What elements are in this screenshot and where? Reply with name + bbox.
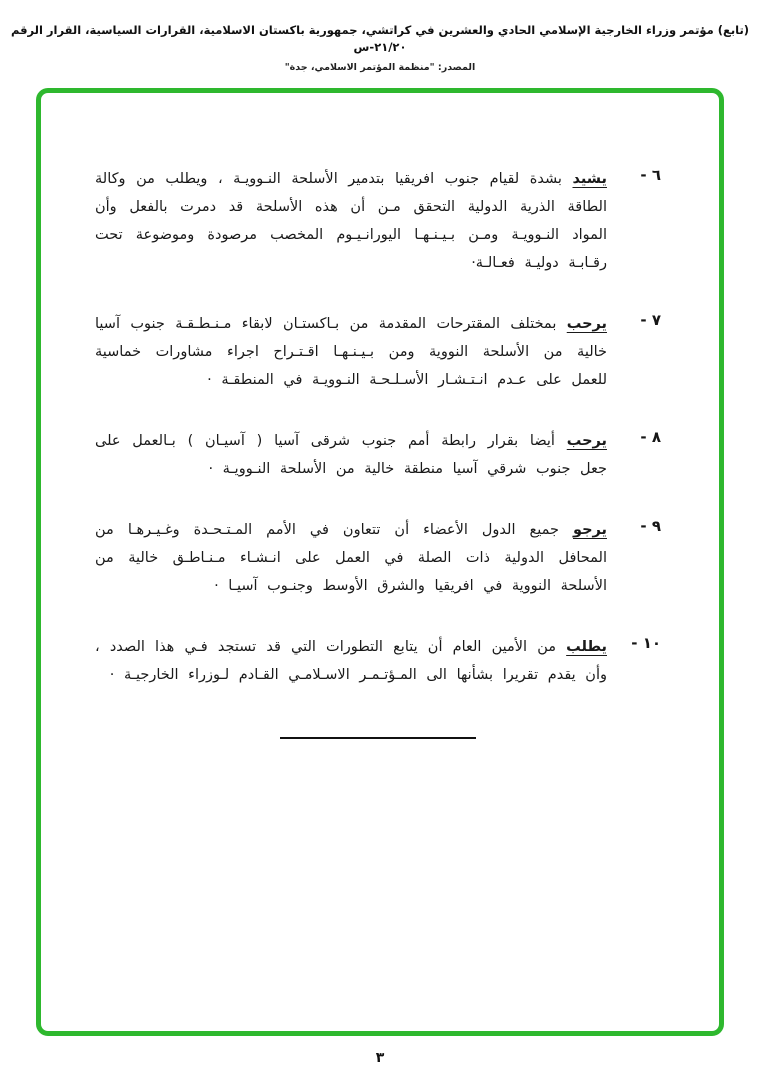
paragraph-text xyxy=(95,427,607,483)
paragraph-body-text: بمختلف المقترحات المقدمة من بـاكستـان لابقاء مـنـطـقـة جنوب آسيا خالية من الأسلحة النووية ومن بـيـنـهـا اقـتـراح اجراء مشاورات خماسية للعمل على عـدم انـتـشـار الأسـلـحـة النـوويـة في المنطقـة · xyxy=(95,316,607,388)
header-source-line: المصدر: "منظمة المؤتمر الاسلامي، جدة" xyxy=(284,61,476,73)
paragraph-body-text: من الأمين العام أن يتابع التطورات التي قد تستجد فـي هذا الصدد ، وأن يقدم تقريرا بشأنها الى المـؤتـمـر الاسـلامـي القـادم لـوزراء الخارجيـة · xyxy=(95,639,607,683)
end-of-text-divider xyxy=(280,737,476,739)
page-number: ٣ xyxy=(375,1050,385,1066)
paragraph-body-text: أيضا بقرار رابطة أمم جنوب شرقى آسيا ( آسيـان ) بـالعمل على جعل جنوب شرقي آسيا منطقة خالية من الأسلحة النـوويـة · xyxy=(95,433,607,477)
paragraph-lead-word: يرحب xyxy=(566,433,607,449)
paragraph-body-text: بشدة لقيام جنوب افريقيا بتدمير الأسلحة النـوويـة ، ويطلب من وكالة الطاقة الذرية الدولية التحقق مـن أن هذه الأسلحة قد دمرت بالفعل وأن المواد النـوويـة ومـن بـيـنـهـا اليورانـيـوم المخصب مرصودة وموضوعة تحت رقـابـة دوليـة فعـالـة· xyxy=(95,171,607,271)
paragraph-number: ٧ - xyxy=(640,311,661,329)
header-title-line: (تابع) مؤتمر وزراء الخارجية الإسلامي الحادي والعشرين في كراتشي، جمهورية باكستان الاسلامية، القرارات السياسية، القرار الرقم ٢١/٢٠-س xyxy=(10,23,750,55)
page-footer xyxy=(0,1050,760,1066)
resolution-paragraph-8 xyxy=(95,427,661,483)
paragraph-text xyxy=(95,165,607,277)
resolution-paragraph-7 xyxy=(95,310,661,394)
paragraph-lead-word: يرحب xyxy=(566,316,607,332)
resolution-paragraph-10 xyxy=(95,633,661,689)
resolution-paragraph-9 xyxy=(95,516,661,600)
paragraph-number: ١٠ - xyxy=(631,634,661,652)
resolution-paragraph-6 xyxy=(95,165,661,277)
green-border-frame xyxy=(36,88,724,1036)
paragraph-body-text: جميع الدول الأعضاء أن تتعاون في الأمم المـتـحـدة وغـيـرهـا من المحافل الدولية ذات الصلة في العمل على انـشـاء مـنـاطـق خالية من الأسلحة النووية في افريقيا والشرق الأوسط وجنـوب آسيـا · xyxy=(95,522,607,594)
document-header xyxy=(10,22,750,73)
paragraph-lead-word: يرجو xyxy=(572,522,607,538)
paragraph-text xyxy=(95,633,607,689)
paragraph-lead-word: يشيد xyxy=(572,171,607,187)
paragraph-lead-word: يطلب xyxy=(566,639,607,655)
resolution-body xyxy=(95,165,661,739)
paragraph-text xyxy=(95,516,607,600)
paragraph-number: ٨ - xyxy=(640,428,661,446)
paragraph-number: ٦ - xyxy=(640,166,661,184)
paragraph-text xyxy=(95,310,607,394)
paragraph-number: ٩ - xyxy=(640,517,661,535)
